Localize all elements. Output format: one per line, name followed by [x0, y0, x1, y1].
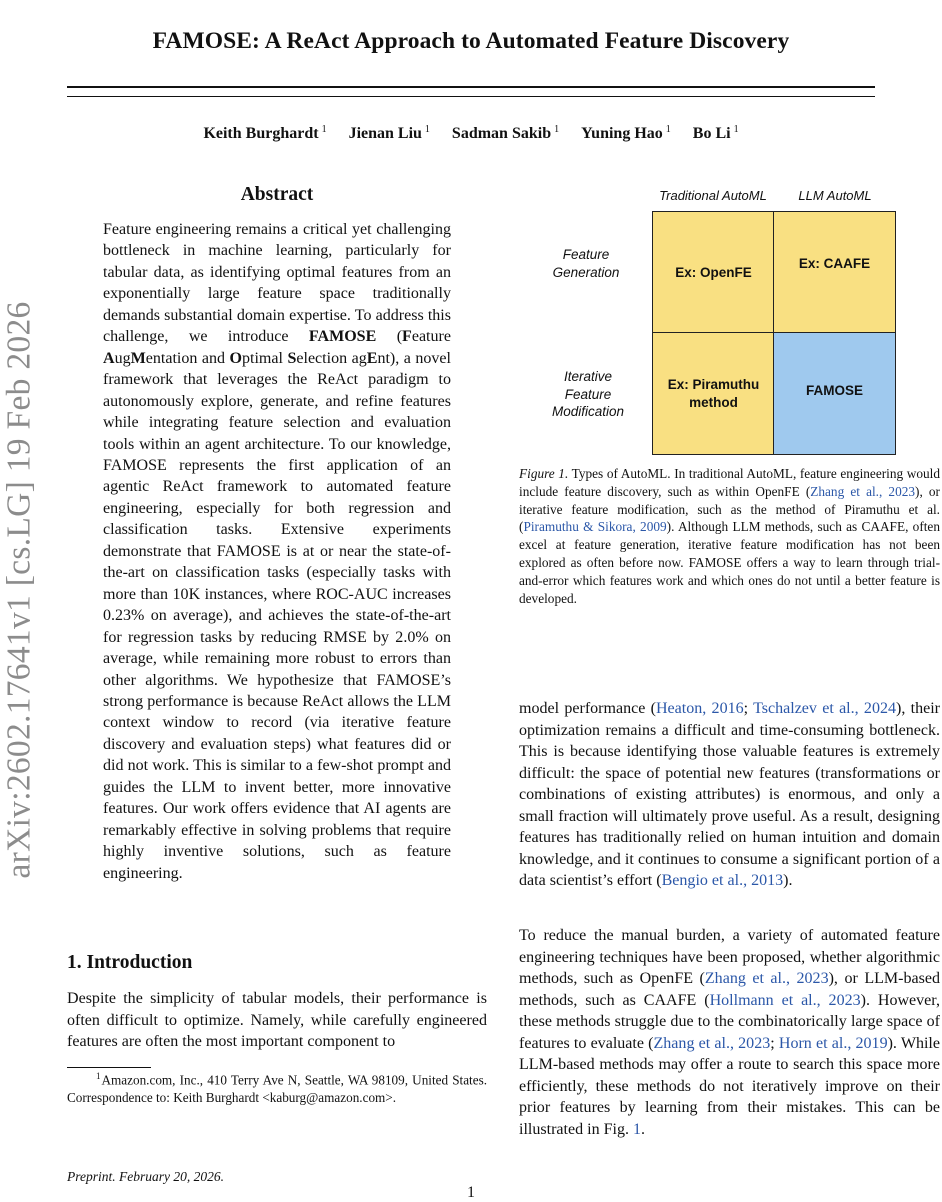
figure-row-label: Iterative Feature Modification — [551, 369, 625, 419]
figure-column-label: LLM AutoML — [798, 188, 872, 203]
author-list — [0, 124, 942, 143]
author: Sadman Sakib $^1$ — [451, 124, 560, 143]
figure-cell-openfe: Ex: OpenFE — [652, 211, 775, 334]
section-heading-introduction: 1. Introduction — [67, 952, 193, 973]
figure-cell-caafe: Ex: CAAFE — [773, 211, 896, 334]
arxiv-stamp — [0, 256, 40, 924]
abstract-heading: Abstract — [240, 184, 314, 205]
figure-column-label: Traditional AutoML — [659, 188, 767, 203]
figure-cell-famose: FAMOSE — [773, 332, 896, 455]
paper-title: FAMOSE: A ReAct Approach to Automated Feature Discovery — [152, 28, 790, 54]
preprint-note: Preprint. February 20, 2026. — [67, 1169, 224, 1184]
author: Bo Li $^1$ — [692, 124, 739, 143]
author: Jienan Liu $^1$ — [348, 124, 430, 143]
citation-link[interactable]: Tschalzev et al., 2024 — [753, 700, 896, 717]
page-number: 1 — [467, 1184, 475, 1201]
intro-paragraph-2: To reduce the manual burden, a variety of automated feature engineering techniques have been proposed, whether algorithmic methods, such as OpenFE (Zhang et al., 2023), or LLM-based methods, such as CAAFE (Hollmann et al., 2023). However, these methods struggle due to the combinatorically large space of features to evaluate (Zhang et al., 2023; Horn et al., 2019). While LLM-based methods may offer a route to search this space more efficiently, these methods do not iteratively improve on their prior features by learning from their mistakes. This can be illustrated in Fig. 1. — [519, 927, 941, 1138]
intro-paragraph: Despite the simplicity of tabular models, their performance is often difficult to optimize. Namely, while carefully engineered features are often the most important component to — [67, 990, 487, 1050]
abstract-body: Feature engineering remains a critical yet challenging bottleneck in machine learning, particularly for tabular data, as identifying optimal features from an exponentially large feature space traditionally demands substantial domain expertise. To address this challenge, we introduce FAMOSE (Feature AugMentation and Optimal Selection agEnt), a novel framework that leverages the ReAct paradigm to autonomously explore, generate, and refine features while integrating feature selection and evaluation tools within an agent architecture. To our knowledge, FAMOSE represents the first application of an agentic ReAct framework to automated feature engineering, especially for both regression and classification tasks. Extensive experiments demonstrate that FAMOSE is at or near the state-of-the-art on classification tasks (especially tasks with more than 10K instances, where ROC-AUC increases 0.23% on average), and achieves the state-of-the-art for regression tasks by reducing RMSE by 2.0% on average, while remaining more robust to errors than other algorithms. We hypothesize that FAMOSE’s strong performance is because ReAct allows the LLM context window to record (via iterative feature discovery and evaluation steps) what features did or did not work. This is similar to a few-shot prompt and guides the LLM to invent better, more innovative features. Our work offers evidence that AI agents are remarkably effective in solving problems that require highly inventive solutions, such as feature engineering. — [103, 221, 451, 882]
citation-link[interactable]: Horn et al., 2019 — [778, 1034, 888, 1052]
figure-caption: Figure 1. Types of AutoML. In traditional AutoML, feature engineering would include feature discovery, such as within OpenFE (Zhang et al., 2023), or iterative feature modification, such as the method of Piramuthu et al. (Piramuthu & Sikora, 2009). Although LLM methods, such as CAAFE, often excel at feature generation, iterative feature modification has not been explored as often before now. FAMOSE offers a way to learn through trial-and-error which features work and which ones do not until a better feature is developed. — [519, 466, 940, 606]
arxiv-stamp-text: arXiv:2602.17641v1 [cs.LG] 19 Feb 2026 — [1, 301, 39, 879]
intro-paragraph-continued: model performance (Heaton, 2016; Tschalzev et al., 2024), their optimization remains a difficult and time-consuming bottleneck. This is because identifying those valuable features is extremely difficult: the space of potential new features (transformations or combinations of existing attributes) is enormous, and only a small fraction will ultimately prove useful. As a result, designing features has traditionally relied on human intuition and domain knowledge, and it continues to consume a significant portion of a data scientist’s effort (Bengio et al., 2013). — [519, 700, 941, 890]
citation-link[interactable]: Bengio et al., 2013 — [661, 872, 784, 890]
figure-label: Figure 1. — [519, 466, 569, 481]
figure-cell-piramuthu: Ex: Piramuthu method — [652, 332, 775, 455]
citation-link[interactable]: Hollmann et al., 2023 — [709, 991, 861, 1009]
citation-link[interactable]: Zhang et al., 2023 — [653, 1034, 771, 1052]
citation-link[interactable]: Piramuthu & Sikora, 2009 — [523, 519, 667, 535]
title-rule-bottom — [67, 96, 875, 97]
citation-link[interactable]: Zhang et al., 2023 — [704, 970, 829, 988]
figure-reference-link[interactable]: 1 — [633, 1120, 642, 1138]
title-rule-top — [67, 86, 875, 88]
author: Keith Burghardt $^1$ — [203, 124, 327, 143]
citation-link[interactable]: Heaton, 2016 — [655, 700, 744, 717]
footnote: $^1$Amazon.com, Inc., 410 Terry Ave N, Seattle, WA 98109, United States. Correspondence to: Keith Burghardt <kaburg@amazon.com>. — [67, 1071, 487, 1105]
author: Yuning Hao $^1$ — [581, 124, 671, 143]
citation-link[interactable]: Zhang et al., 2023 — [810, 483, 916, 499]
figure-row-label: Feature Generation — [552, 247, 620, 280]
